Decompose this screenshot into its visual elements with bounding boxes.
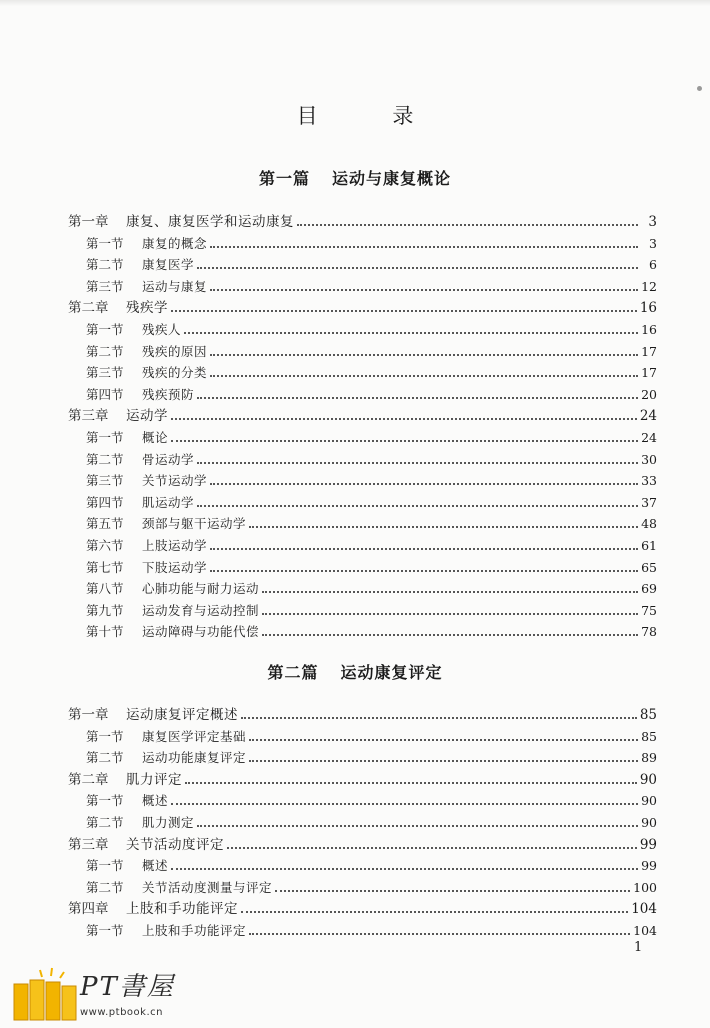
toc-entry-number: 第二章 bbox=[68, 300, 109, 317]
toc-section-row[interactable] bbox=[86, 493, 657, 513]
toc-section-row[interactable] bbox=[86, 450, 657, 470]
book-stack-icon bbox=[14, 968, 76, 1020]
toc-section-row[interactable] bbox=[86, 579, 657, 599]
toc-leader-dots bbox=[249, 933, 630, 935]
toc-entry-label: 骨运动学 bbox=[142, 451, 195, 467]
toc-chapter-row[interactable] bbox=[68, 770, 657, 790]
toc-leader-dots bbox=[171, 803, 638, 805]
toc-page-number: 65 bbox=[641, 559, 657, 575]
toc-entry-label: 残疾的分类 bbox=[142, 365, 208, 381]
toc-entry-label: 肌运动学 bbox=[142, 494, 195, 510]
toc-entry-number: 第二节 bbox=[86, 879, 124, 895]
toc-entry-number: 第二章 bbox=[68, 771, 109, 788]
toc-page-number: 24 bbox=[641, 430, 657, 445]
toc-leader-dots bbox=[262, 613, 638, 615]
toc-section-row[interactable] bbox=[86, 622, 657, 642]
toc-page-number: 6 bbox=[649, 257, 657, 273]
toc-section-row[interactable] bbox=[86, 385, 657, 405]
watermark-name: PT書屋 bbox=[80, 972, 175, 1002]
toc-section-row[interactable] bbox=[86, 748, 657, 768]
part-heading bbox=[0, 166, 710, 189]
toc-section-row[interactable] bbox=[86, 921, 657, 941]
toc-entry-number: 第一节 bbox=[86, 430, 124, 445]
toc-chapter-row[interactable] bbox=[68, 406, 657, 426]
toc-page-number: 89 bbox=[641, 750, 657, 766]
watermark-url: www.ptbook.cn bbox=[80, 1007, 163, 1018]
toc-section-row[interactable] bbox=[86, 558, 657, 578]
toc-page-number: 69 bbox=[641, 581, 657, 597]
toc-page-number: 20 bbox=[641, 386, 657, 402]
toc-leader-dots bbox=[184, 332, 638, 334]
toc-entry-number: 第三节 bbox=[86, 365, 124, 381]
toc-leader-dots bbox=[210, 354, 638, 356]
toc-entry-label: 心肺功能与耐力运动 bbox=[142, 581, 260, 597]
toc-entry-number: 第十节 bbox=[86, 624, 124, 640]
toc-page-number: 90 bbox=[641, 815, 657, 830]
toc-leader-dots bbox=[297, 224, 638, 226]
toc-entry-number: 第一节 bbox=[86, 793, 124, 809]
toc-entry-label: 残疾的原因 bbox=[142, 343, 208, 359]
toc-leader-dots bbox=[197, 825, 638, 827]
toc-entry-number: 第三节 bbox=[86, 278, 124, 294]
toc-leader-dots bbox=[171, 440, 638, 442]
toc-entry-label: 肌力评定 bbox=[126, 771, 182, 788]
toc-page-number: 30 bbox=[641, 451, 657, 467]
toc-entry-label: 康复、康复医学和运动康复 bbox=[126, 214, 294, 230]
toc-page-number: 17 bbox=[641, 365, 657, 381]
toc-entry-label: 概述 bbox=[142, 793, 169, 809]
toc-page-number: 85 bbox=[639, 707, 657, 723]
toc-page-number: 90 bbox=[639, 771, 657, 788]
toc-entry-number: 第九节 bbox=[86, 602, 124, 618]
toc-section-row[interactable] bbox=[86, 234, 657, 254]
toc-page-number: 100 bbox=[633, 879, 657, 895]
toc-leader-dots bbox=[197, 505, 638, 507]
part-heading bbox=[0, 660, 710, 683]
toc-page-number: 78 bbox=[641, 624, 657, 640]
toc-section-row[interactable] bbox=[86, 471, 657, 491]
toc-section-row[interactable] bbox=[86, 342, 657, 362]
scan-mark bbox=[697, 86, 702, 91]
toc-entry-label: 概述 bbox=[142, 858, 169, 874]
toc-section-row[interactable] bbox=[86, 255, 657, 275]
toc-entry-label: 上肢和手功能评定 bbox=[142, 923, 247, 938]
toc-entry-number: 第二节 bbox=[86, 750, 124, 766]
toc-entry-label: 关节活动度评定 bbox=[126, 836, 224, 853]
toc-page-number: 37 bbox=[641, 494, 657, 510]
toc-leader-dots bbox=[185, 782, 637, 784]
toc-entry-number: 第一节 bbox=[86, 858, 124, 874]
toc-entry-label: 运动功能康复评定 bbox=[142, 750, 247, 766]
toc-entry-number: 第四节 bbox=[86, 386, 124, 402]
toc-entry-label: 颈部与躯干运动学 bbox=[142, 516, 247, 532]
toc-leader-dots bbox=[210, 570, 638, 572]
toc-chapter-row[interactable] bbox=[68, 835, 657, 855]
toc-page-number: 33 bbox=[641, 473, 657, 489]
toc-entry-label: 残疾人 bbox=[142, 322, 182, 337]
toc-entry-label: 运动与康复 bbox=[142, 278, 208, 294]
toc-entry-label: 关节运动学 bbox=[142, 473, 208, 489]
toc-page-number: 16 bbox=[639, 300, 657, 317]
toc-page-number: 16 bbox=[641, 322, 657, 337]
toc-page-number: 75 bbox=[641, 602, 657, 618]
toc-page-number: 3 bbox=[649, 235, 657, 251]
toc-entry-number: 第三节 bbox=[86, 473, 124, 489]
toc-section-row[interactable] bbox=[86, 791, 657, 811]
toc-entry-number: 第三章 bbox=[68, 836, 109, 853]
toc-section-row[interactable] bbox=[86, 514, 657, 534]
toc-leader-dots bbox=[197, 462, 638, 464]
toc-leader-dots bbox=[275, 890, 630, 892]
toc-entry-number: 第一节 bbox=[86, 322, 124, 337]
toc-entry-label: 运动发育与运动控制 bbox=[142, 602, 260, 618]
toc-leader-dots bbox=[249, 739, 638, 741]
toc-page-number: 17 bbox=[641, 343, 657, 359]
toc-entry-label: 肌力测定 bbox=[142, 815, 195, 830]
toc-entry-number: 第七节 bbox=[86, 559, 124, 575]
toc-section-row[interactable] bbox=[86, 277, 657, 297]
toc-section-row[interactable] bbox=[86, 536, 657, 556]
toc-leader-dots bbox=[171, 310, 637, 312]
toc-entry-number: 第五节 bbox=[86, 516, 124, 532]
toc-entry-number: 第四节 bbox=[86, 494, 124, 510]
toc-entry-number: 第四章 bbox=[68, 901, 109, 918]
toc-page-number: 104 bbox=[633, 923, 657, 938]
toc-chapter-row[interactable] bbox=[68, 899, 657, 919]
toc-entry-number: 第二节 bbox=[86, 451, 124, 467]
page-top-edge bbox=[0, 0, 710, 6]
toc-entry-label: 运动障碍与功能代偿 bbox=[142, 624, 260, 640]
toc-leader-dots bbox=[210, 375, 638, 377]
toc-leader-dots bbox=[197, 397, 638, 399]
toc-leader-dots bbox=[197, 267, 638, 269]
toc-entry-number: 第一章 bbox=[68, 214, 109, 230]
toc-entry-label: 运动康复评定概述 bbox=[126, 707, 238, 723]
toc-leader-dots bbox=[227, 847, 637, 849]
toc-entry-number: 第二节 bbox=[86, 343, 124, 359]
toc-section-row[interactable] bbox=[86, 428, 657, 448]
toc-section-row[interactable] bbox=[86, 878, 657, 898]
toc-leader-dots bbox=[210, 246, 638, 248]
toc-page-number: 99 bbox=[639, 836, 657, 853]
toc-entry-number: 第八节 bbox=[86, 581, 124, 597]
toc-leader-dots bbox=[210, 483, 638, 485]
toc-entry-number: 第一节 bbox=[86, 235, 124, 251]
toc-entry-label: 上肢运动学 bbox=[142, 538, 208, 553]
toc-leader-dots bbox=[171, 418, 637, 420]
part-number: 第一篇 bbox=[258, 169, 310, 188]
toc-leader-dots bbox=[241, 911, 628, 913]
toc-entry-number: 第一节 bbox=[86, 728, 124, 744]
toc-leader-dots bbox=[249, 760, 638, 762]
toc-leader-dots bbox=[241, 717, 637, 719]
toc-page-number: 85 bbox=[641, 728, 657, 744]
toc-entry-label: 上肢和手功能评定 bbox=[126, 901, 238, 918]
toc-chapter-row[interactable] bbox=[68, 298, 657, 318]
toc-entry-label: 康复的概念 bbox=[142, 235, 208, 251]
toc-entry-number: 第三章 bbox=[68, 408, 109, 425]
toc-leader-dots bbox=[262, 591, 638, 593]
toc-section-row[interactable] bbox=[86, 727, 657, 747]
part-number: 第二篇 bbox=[267, 663, 319, 682]
toc-leader-dots bbox=[210, 289, 638, 291]
toc-entry-label: 残疾学 bbox=[126, 300, 168, 317]
toc-page-number: 90 bbox=[641, 793, 657, 809]
page-number: 1 bbox=[634, 940, 643, 955]
toc-page-number: 12 bbox=[641, 278, 657, 294]
toc-page-number: 104 bbox=[631, 901, 657, 918]
toc-leader-dots bbox=[262, 634, 638, 636]
toc-leader-dots bbox=[210, 548, 638, 550]
toc-entry-label: 运动学 bbox=[126, 408, 168, 425]
toc-entry-number: 第二节 bbox=[86, 815, 124, 830]
toc-entry-label: 康复医学 bbox=[142, 257, 195, 273]
toc-entry-label: 概论 bbox=[142, 430, 169, 445]
toc-section-row[interactable] bbox=[86, 601, 657, 621]
part-title: 运动与康复概论 bbox=[332, 169, 452, 188]
part-title: 运动康复评定 bbox=[340, 663, 443, 682]
toc-page-number: 61 bbox=[641, 538, 657, 553]
toc-page-number: 99 bbox=[641, 858, 657, 874]
toc-entry-number: 第一节 bbox=[86, 923, 124, 938]
toc-section-row[interactable] bbox=[86, 320, 657, 340]
toc-page-number: 24 bbox=[639, 408, 657, 425]
toc-chapter-row[interactable] bbox=[68, 705, 657, 725]
toc-leader-dots bbox=[249, 526, 638, 528]
toc-leader-dots bbox=[171, 868, 638, 870]
toc-entry-label: 康复医学评定基础 bbox=[142, 728, 247, 744]
toc-entry-number: 第一章 bbox=[68, 707, 109, 723]
toc-entry-number: 第六节 bbox=[86, 538, 124, 553]
toc-section-row[interactable] bbox=[86, 363, 657, 383]
toc-page-number: 48 bbox=[641, 516, 657, 532]
toc-page-number: 3 bbox=[648, 214, 657, 230]
toc-entry-label: 下肢运动学 bbox=[142, 559, 208, 575]
toc-entry-number: 第二节 bbox=[86, 257, 124, 273]
toc-section-row[interactable] bbox=[86, 856, 657, 876]
toc-entry-label: 残疾预防 bbox=[142, 386, 195, 402]
toc-section-row[interactable] bbox=[86, 813, 657, 833]
toc-entry-label: 关节活动度测量与评定 bbox=[142, 879, 273, 895]
toc-chapter-row[interactable] bbox=[68, 212, 657, 232]
page-title: 目 录 bbox=[296, 104, 448, 128]
